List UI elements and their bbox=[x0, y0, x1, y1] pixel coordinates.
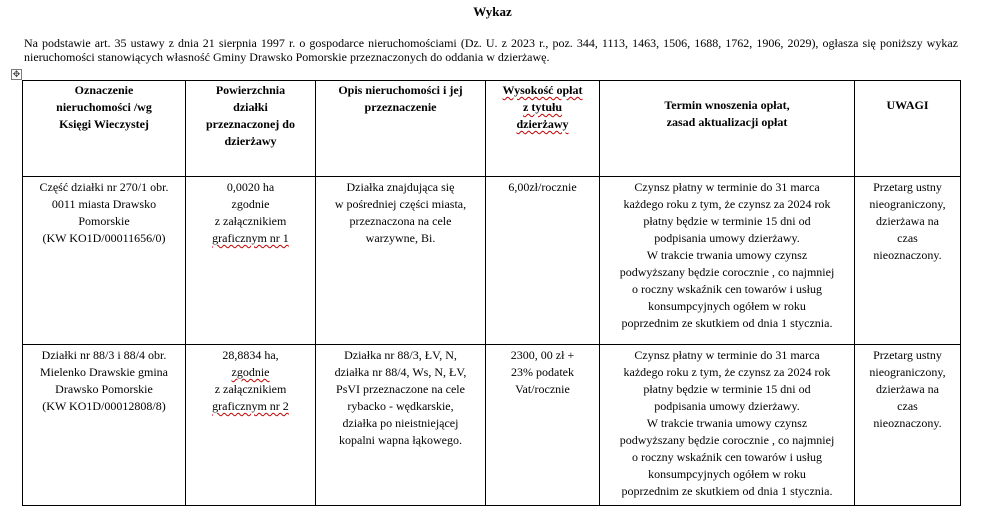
header-line: Wysokość opłat bbox=[502, 83, 583, 97]
cell-line: Przetarg ustny bbox=[873, 180, 942, 194]
cell-line: Przetarg ustny bbox=[873, 348, 942, 362]
cell-line: 28,8834 ha, bbox=[222, 348, 279, 362]
cell-line: poprzednim ze skutkiem od dnia 1 stycznia. bbox=[621, 484, 833, 498]
header-line: działki bbox=[233, 100, 268, 114]
cell-designation bbox=[23, 345, 186, 506]
cell-line: 6,00zł/rocznie bbox=[508, 180, 577, 194]
cell-line: w pośredniej części miasta, bbox=[334, 197, 467, 211]
cell-line: każdego roku z tym, że czynsz za 2024 rok bbox=[623, 197, 831, 211]
cell-remarks bbox=[855, 177, 961, 345]
cell-line: 0,0020 ha bbox=[226, 180, 275, 194]
header-line: Termin wnoszenia opłat, bbox=[664, 98, 790, 112]
cell-fee bbox=[486, 345, 600, 506]
header-line: UWAGI bbox=[886, 98, 929, 112]
cell-line: podwyższany będzie corocznie , co najmniej bbox=[619, 265, 835, 279]
header-line: przeznaczonej do bbox=[206, 117, 295, 131]
header-payment-terms bbox=[600, 81, 855, 177]
cell-line: przeznaczona na cele bbox=[349, 214, 452, 228]
cell-line: 2300, 00 zł + bbox=[510, 348, 575, 362]
cell-line: Działka znajdująca się bbox=[346, 180, 455, 194]
intro-paragraph: Na podstawie art. 35 ustawy z dnia 21 sierpnia 1997 r. o gospodarce nieruchomościami (Dz. U. z 2023 r., poz. 344, 1113, 1463, 1506, 1688, 1762, 1906, 2029), ogłasza się poniższy wykaz nieruchomości stanowiących własność Gminy Drawsko Pomorskie przeznaczonych do oddania w dzierżawę. bbox=[24, 36, 958, 64]
cell-line: kopalni wapna łąkowego. bbox=[339, 433, 462, 447]
cell-line: zgodnie bbox=[231, 365, 270, 379]
cell-line: 0011 miasta Drawsko bbox=[51, 197, 157, 211]
cell-line: z załącznikiem bbox=[214, 214, 287, 228]
header-designation bbox=[23, 81, 186, 177]
cell-line: Działka nr 88/3, ŁV, N, bbox=[344, 348, 457, 362]
cell-remarks bbox=[855, 345, 961, 506]
cell-line: podpisania umowy dzierżawy. bbox=[654, 231, 800, 245]
cell-line: Część działki nr 270/1 obr. bbox=[39, 180, 169, 194]
cell-line: płatny będzie w terminie 15 dni od bbox=[643, 382, 811, 396]
cell-line: PsVI przeznaczone na cele bbox=[336, 382, 465, 396]
cell-line: Działki nr 88/3 i 88/4 obr. bbox=[41, 348, 167, 362]
cell-line: graficznym nr 1 bbox=[212, 231, 289, 245]
cell-line: nieograniczony, bbox=[869, 365, 946, 379]
cell-line: (KW KO1D/00011656/0) bbox=[42, 231, 166, 245]
document-title: Wykaz bbox=[473, 4, 512, 19]
cell-line: Czynsz płatny w terminie do 31 marca bbox=[634, 348, 820, 362]
cell-line: podwyższany będzie corocznie , co najmniej bbox=[619, 433, 835, 447]
cell-payment-terms bbox=[600, 345, 855, 506]
cell-description bbox=[316, 177, 486, 345]
header-line: zasad aktualizacji opłat bbox=[666, 115, 788, 129]
table-move-handle-icon[interactable]: ✥ bbox=[12, 69, 21, 79]
header-line: Księgi Wieczystej bbox=[59, 117, 149, 131]
cell-line: z załącznikiem bbox=[214, 382, 287, 396]
cell-line: dzierżawa na bbox=[876, 214, 939, 228]
cell-line: Pomorskie bbox=[78, 214, 130, 228]
cell-designation bbox=[23, 177, 186, 345]
cell-line: graficznym nr 2 bbox=[212, 399, 289, 413]
header-line: Opis nieruchomości i jej bbox=[338, 83, 463, 97]
cell-line: dzierżawa na bbox=[876, 382, 939, 396]
cell-line: nieoznaczony. bbox=[873, 416, 942, 430]
header-fee bbox=[486, 81, 600, 177]
cell-line: podpisania umowy dzierżawy. bbox=[654, 399, 800, 413]
header-line: dzierżawy bbox=[516, 117, 569, 131]
cell-line: Drawsko Pomorskie bbox=[55, 382, 153, 396]
cell-line: czas bbox=[897, 231, 918, 245]
cell-line: W trakcie trwania umowy czynsz bbox=[646, 416, 808, 430]
cell-line: czas bbox=[897, 399, 918, 413]
cell-line: o roczny wskaźnik cen towarów i usług bbox=[632, 282, 822, 296]
cell-line: płatny będzie w terminie 15 dni od bbox=[643, 214, 811, 228]
header-line: przeznaczenie bbox=[364, 100, 437, 114]
cell-area bbox=[186, 345, 316, 506]
cell-line: zgodnie bbox=[231, 197, 270, 211]
header-remarks bbox=[855, 81, 961, 177]
header-line: nieruchomości /wg bbox=[56, 100, 152, 114]
cell-line: (KW KO1D/00012808/8) bbox=[42, 399, 166, 413]
cell-description bbox=[316, 345, 486, 506]
header-description bbox=[316, 81, 486, 177]
cell-line: rybacko - wędkarskie, bbox=[347, 399, 454, 413]
cell-line: o roczny wskaźnik cen towarów i usług bbox=[632, 450, 822, 464]
header-line: Powierzchnia bbox=[215, 83, 286, 97]
cell-fee bbox=[486, 177, 600, 345]
cell-area bbox=[186, 177, 316, 345]
cell-line: Czynsz płatny w terminie do 31 marca bbox=[634, 180, 820, 194]
property-table bbox=[22, 80, 961, 506]
cell-line: nieoznaczony. bbox=[873, 248, 942, 262]
cell-line: Vat/rocznie bbox=[515, 382, 570, 396]
cell-line: W trakcie trwania umowy czynsz bbox=[646, 248, 808, 262]
cell-line: poprzednim ze skutkiem od dnia 1 stycznia. bbox=[621, 316, 833, 330]
cell-line: działka nr 88/4, Ws, N, ŁV, bbox=[334, 365, 467, 379]
cell-line: Mielenko Drawskie gmina bbox=[40, 365, 168, 379]
cell-line: nieograniczony, bbox=[869, 197, 946, 211]
cell-line: 23% podatek bbox=[511, 365, 574, 379]
header-line: dzierżawy bbox=[224, 134, 277, 148]
cell-line: działka po nieistniejącej bbox=[342, 416, 459, 430]
cell-line: konsumpcyjnych ogółem w roku bbox=[648, 299, 806, 313]
table-row bbox=[23, 345, 961, 506]
table-header-row bbox=[23, 81, 961, 177]
header-area bbox=[186, 81, 316, 177]
cell-line: warzywne, Bi. bbox=[365, 231, 436, 245]
table-row bbox=[23, 177, 961, 345]
cell-payment-terms bbox=[600, 177, 855, 345]
header-line: z tytułu bbox=[523, 100, 562, 114]
cell-line: konsumpcyjnych ogółem w roku bbox=[648, 467, 806, 481]
header-line: Oznaczenie bbox=[74, 83, 134, 97]
cell-line: każdego roku z tym, że czynsz za 2024 rok bbox=[623, 365, 831, 379]
